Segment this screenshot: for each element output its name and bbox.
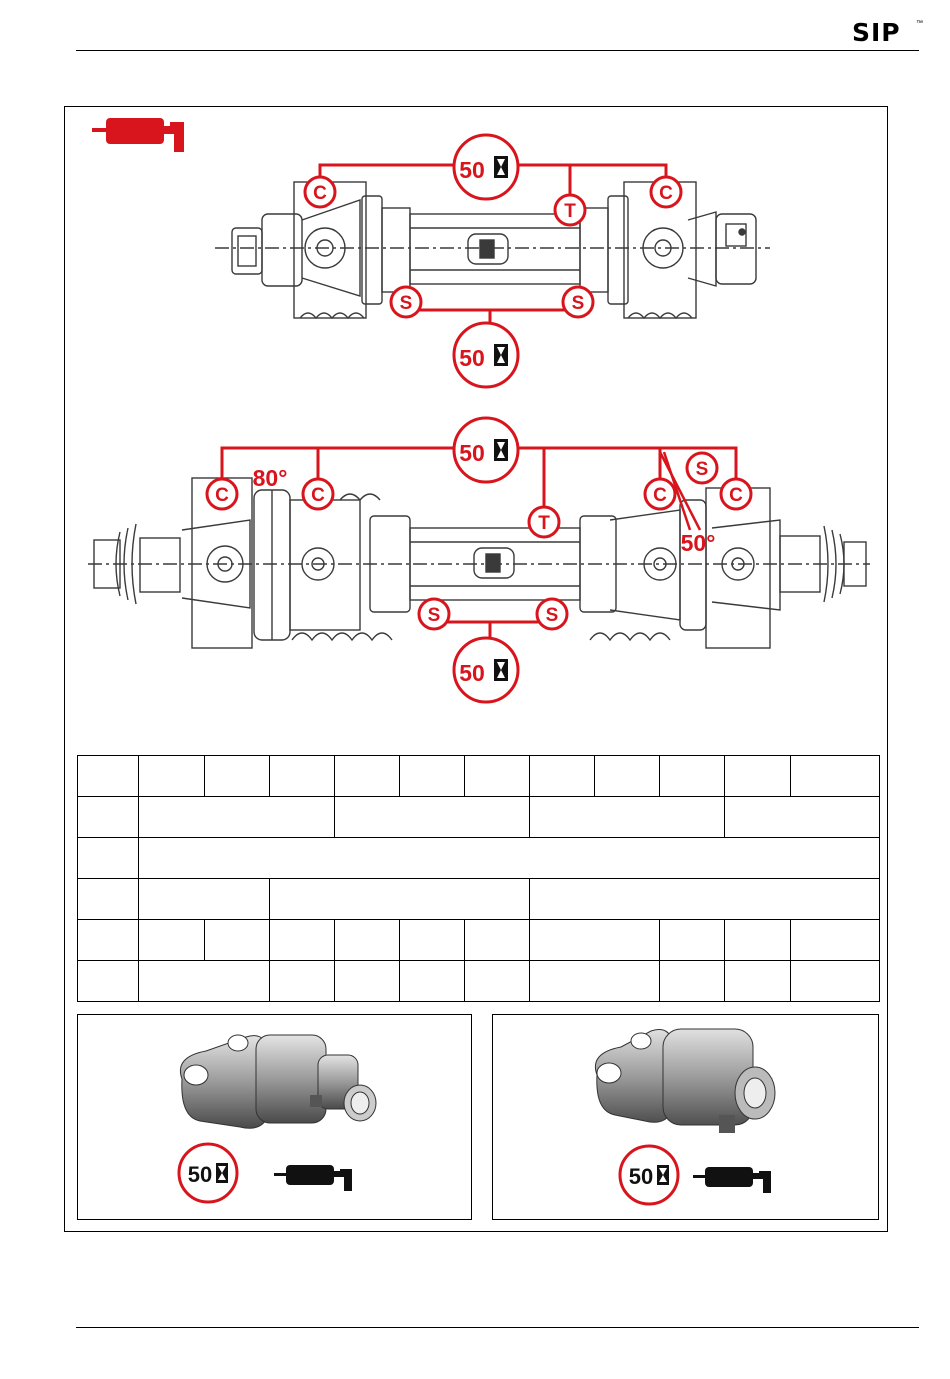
table-row bbox=[78, 961, 880, 1002]
grease-gun-icon bbox=[693, 1167, 771, 1193]
grease-gun-icon bbox=[274, 1165, 352, 1191]
bottom-interval-badge: 50 bbox=[459, 345, 485, 371]
table-row bbox=[78, 879, 880, 920]
footer-rule bbox=[76, 1327, 919, 1328]
logo-trademark: ™ bbox=[916, 20, 923, 27]
table-row bbox=[78, 797, 880, 838]
angle-label-50: 50° bbox=[680, 530, 716, 556]
top-interval-badge: 50 bbox=[459, 157, 485, 183]
table-row bbox=[78, 756, 880, 797]
logo-text: SIP bbox=[852, 18, 901, 47]
top-driveshaft-drawing bbox=[215, 182, 770, 318]
cross-label-2: C bbox=[311, 485, 325, 506]
photo-right-interval: 50 bbox=[628, 1164, 654, 1189]
angle-label-80: 80° bbox=[252, 465, 288, 491]
tube-label-bottom: T bbox=[538, 513, 550, 534]
cross-label-4: C bbox=[729, 485, 743, 506]
table-row bbox=[78, 920, 880, 961]
cross-label-right: C bbox=[659, 183, 673, 204]
bottom-bottom-interval-badge: 50 bbox=[459, 660, 485, 686]
table-row bbox=[78, 838, 880, 879]
lubrication-table bbox=[77, 755, 880, 1002]
shield-label-right: S bbox=[571, 293, 585, 314]
clutch-illustration-left bbox=[78, 1015, 471, 1219]
shield-label-bl: S bbox=[427, 605, 441, 626]
cross-label-left: C bbox=[313, 183, 327, 204]
clutch-photo-box-left bbox=[77, 1014, 472, 1220]
shield-label-top: S bbox=[695, 459, 709, 480]
tube-label: T bbox=[564, 201, 576, 222]
clutch-photo-box-right bbox=[492, 1014, 879, 1220]
grease-gun-icon bbox=[92, 118, 184, 152]
cross-label-1: C bbox=[215, 485, 229, 506]
photo-left-interval: 50 bbox=[187, 1162, 213, 1187]
clutch-illustration-right bbox=[493, 1015, 878, 1219]
shield-label-br: S bbox=[545, 605, 559, 626]
bottom-top-interval-badge: 50 bbox=[459, 440, 485, 466]
cross-label-3: C bbox=[653, 485, 667, 506]
shield-label-left: S bbox=[399, 293, 413, 314]
